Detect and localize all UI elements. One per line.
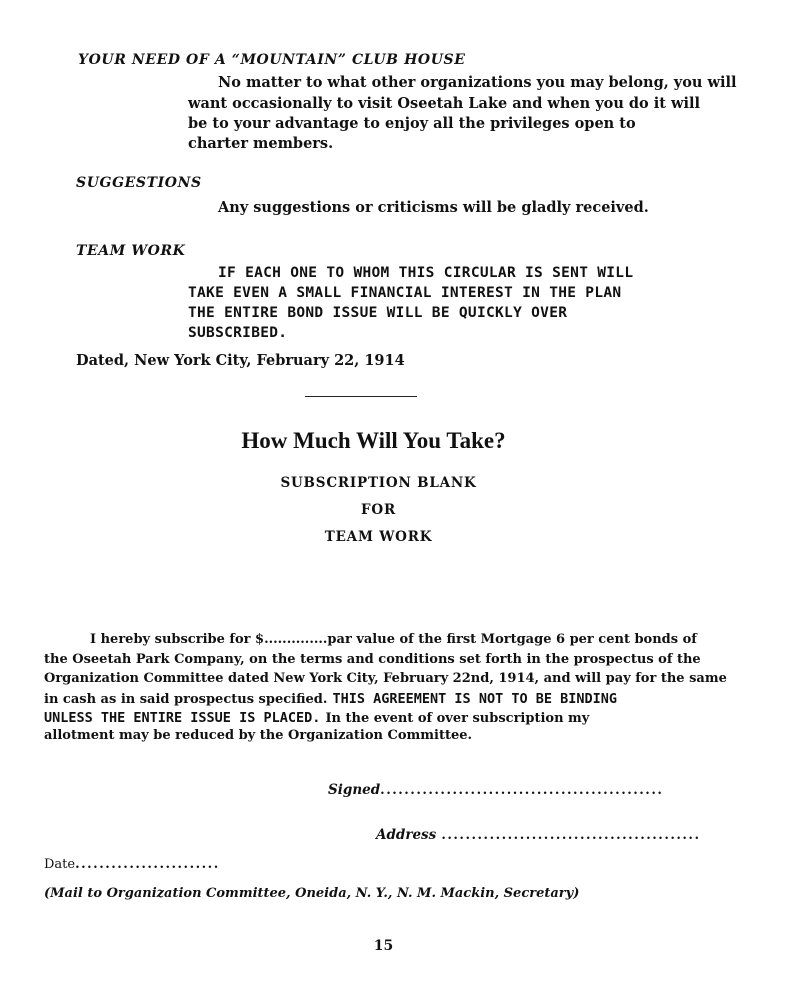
address-label: Address bbox=[376, 827, 437, 843]
mail-note: (Mail to Organization Committee, Oneida, N. Y., N. M. Mackin, Secretary) bbox=[44, 886, 580, 901]
date-dots: ........................ bbox=[75, 857, 220, 872]
club-house-line-3: be to your advantage to enjoy all the privileges open to bbox=[188, 115, 636, 132]
address-dots: ........................................... bbox=[441, 828, 701, 843]
signed-field[interactable] bbox=[328, 779, 663, 798]
club-house-line-2: want occasionally to visit Oseetah Lake and when you do it will bbox=[188, 95, 701, 112]
club-house-line-1: No matter to what other organizations you may belong, you will bbox=[218, 74, 737, 91]
section-heading-suggestions: SUGGESTIONS bbox=[76, 175, 202, 191]
subscription-line-4b: THIS AGREEMENT IS NOT TO BE BINDING bbox=[332, 691, 617, 707]
subtitle-line-2: FOR bbox=[361, 502, 396, 518]
address-field[interactable] bbox=[376, 824, 700, 843]
subscription-line-4a: in cash as in said prospectus specified. bbox=[44, 692, 328, 707]
team-work-line-2: TAKE EVEN A SMALL FINANCIAL INTEREST IN THE PLAN bbox=[188, 285, 622, 301]
subscription-line-3: Organization Committee dated New York City, February 22nd, 1914, and will pay for the same bbox=[44, 671, 727, 686]
subscription-line-5a: UNLESS THE ENTIRE ISSUE IS PLACED. bbox=[44, 710, 321, 726]
divider-rule bbox=[305, 396, 417, 397]
signed-dots: ............................................... bbox=[380, 783, 664, 798]
subscription-line-4 bbox=[44, 688, 617, 709]
date-label: Date bbox=[44, 857, 76, 872]
subtitle-line-1: SUBSCRIPTION BLANK bbox=[280, 475, 477, 491]
signed-label: Signed bbox=[328, 782, 381, 798]
team-work-line-1: IF EACH ONE TO WHOM THIS CIRCULAR IS SENT WILL bbox=[218, 265, 634, 281]
section-heading-club-house: YOUR NEED OF A “MOUNTAIN” CLUB HOUSE bbox=[78, 52, 466, 68]
team-work-line-4: SUBSCRIBED. bbox=[188, 325, 288, 341]
club-house-line-4: charter members. bbox=[188, 135, 334, 152]
dated-line: Dated, New York City, February 22, 1914 bbox=[76, 352, 405, 369]
subscription-line-5b: In the event of over subscription my bbox=[325, 711, 590, 726]
section-heading-team-work: TEAM WORK bbox=[76, 243, 186, 259]
subscription-line-1: I hereby subscribe for $..............par value of the first Mortgage 6 per cent bonds of bbox=[90, 632, 697, 647]
page-title: How Much Will You Take? bbox=[241, 428, 506, 453]
subscription-line-2: the Oseetah Park Company, on the terms and conditions set forth in the prospectus of the bbox=[44, 652, 701, 667]
suggestions-text: Any suggestions or criticisms will be gladly received. bbox=[218, 199, 649, 216]
team-work-line-3: THE ENTIRE BOND ISSUE WILL BE QUICKLY OVER bbox=[188, 305, 568, 321]
date-field[interactable] bbox=[44, 853, 220, 874]
subscription-line-6: allotment may be reduced by the Organization Committee. bbox=[44, 728, 473, 743]
subtitle-line-3: TEAM WORK bbox=[324, 529, 433, 545]
page-number: 15 bbox=[373, 938, 394, 954]
subscription-line-5 bbox=[44, 707, 589, 728]
